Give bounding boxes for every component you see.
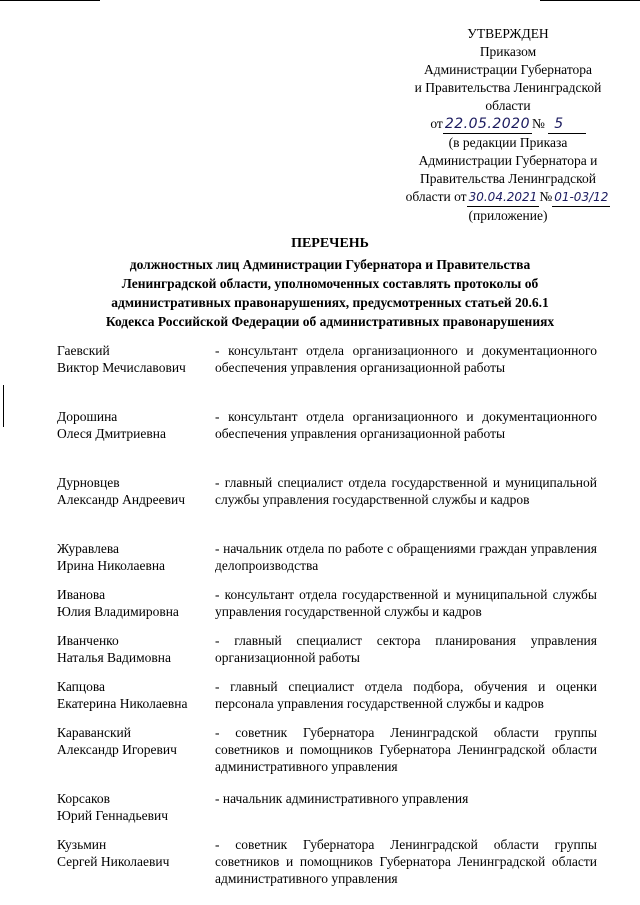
person-name: [57, 632, 215, 678]
approval-line: УТВЕРЖДЕН: [467, 26, 549, 41]
surname: Гаевский: [57, 343, 110, 358]
surname: Журавлева: [57, 541, 120, 556]
order-date: 22.05.2020: [444, 116, 530, 132]
edit-line: (приложение): [468, 208, 548, 223]
given-names: Ирина Николаевна: [57, 558, 166, 573]
person-position: - советник Губернатора Ленинградской области группы советников и помощников Губернатора Ленинградской области административного управления: [215, 725, 597, 774]
person-position: - главный специалист отдела государственной и муниципальной службы управления государственной службы и кадров: [215, 475, 597, 507]
list-item: [57, 342, 597, 408]
person-position: - консультант отдела организационного и документационного обеспечения управления организационной работы: [215, 343, 597, 375]
list-item: [57, 474, 597, 540]
given-names: Александр Андреевич: [57, 492, 186, 507]
title-heading: ПЕРЕЧЕНЬ: [291, 236, 369, 251]
list-item: [57, 632, 597, 678]
given-names: Александр Игоревич: [57, 742, 177, 757]
list-item: [57, 678, 597, 724]
edit-number-prefix: №: [539, 189, 553, 204]
person-name: [57, 474, 215, 540]
list-item: [57, 408, 597, 474]
given-names: Сергей Николаевич: [57, 854, 170, 869]
scan-edge-line: [540, 0, 640, 1]
surname: Капцова: [57, 679, 106, 694]
approval-line: области: [485, 98, 531, 113]
edit-number: 01-03/12: [552, 188, 610, 207]
person-name: [57, 724, 215, 790]
list-item: [57, 724, 597, 790]
title-line: административных правонарушениях, предусмотренных статьей 20.6.1: [111, 295, 549, 310]
person-position: - главный специалист сектора планирования управления организационной работы: [215, 633, 597, 665]
list-item: [57, 790, 597, 836]
given-names: Юлия Владимировна: [57, 604, 179, 619]
scan-margin-mark: [3, 385, 4, 427]
approval-block: [388, 25, 628, 225]
person-position: - начальник административного управления: [215, 791, 469, 806]
number-prefix: №: [531, 116, 545, 131]
person-name: [57, 586, 215, 632]
surname: Дорошина: [57, 409, 118, 424]
document-title: [40, 234, 620, 331]
title-line: Кодекса Российской Федерации об административных правонарушениях: [105, 314, 555, 329]
approval-line: и Правительства Ленинградской: [414, 80, 602, 95]
person-name: [57, 408, 215, 474]
surname: Корсаков: [57, 791, 110, 806]
given-names: Юрий Геннадьевич: [57, 808, 169, 823]
list-item: [57, 586, 597, 632]
given-names: Олеся Дмитриевна: [57, 426, 166, 441]
title-line: должностных лиц Администрации Губернатора и Правительства: [129, 257, 531, 272]
person-name: [57, 342, 215, 408]
edit-line: Администрации Губернатора и: [418, 153, 598, 168]
edit-line: Правительства Ленинградской: [419, 171, 597, 186]
person-position: - главный специалист отдела подбора, обучения и оценки персонала управления государственной службы и кадров: [215, 679, 597, 711]
edit-date: 30.04.2021: [467, 188, 540, 207]
person-name: [57, 678, 215, 724]
from-prefix: от: [430, 116, 443, 131]
list-item: [57, 540, 597, 586]
surname: Иванова: [57, 587, 106, 602]
surname: Кузьмин: [57, 837, 107, 852]
person-name: [57, 540, 215, 586]
surname: Караванский: [57, 725, 131, 740]
person-position: - консультант отдела государственной и муниципальной службы управления государственной службы и кадров: [215, 587, 597, 619]
scan-edge-line: [0, 0, 100, 1]
title-line: Ленинградской области, уполномоченных составлять протоколы об: [121, 276, 539, 291]
given-names: Виктор Мечиславович: [57, 360, 186, 375]
edit-date-line: [388, 188, 628, 207]
given-names: Екатерина Николаевна: [57, 696, 188, 711]
list-item: [57, 836, 597, 896]
person-position: - начальник отдела по работе с обращениями граждан управления делопроизводства: [215, 541, 597, 573]
surname: Дурновцев: [57, 475, 120, 490]
approval-line: Приказом: [479, 44, 537, 59]
person-name: [57, 836, 215, 896]
person-name: [57, 790, 215, 836]
surname: Иванченко: [57, 633, 119, 648]
officials-list: [57, 342, 597, 896]
edit-prefix: области от: [405, 189, 467, 204]
approval-line: Администрации Губернатора: [423, 62, 593, 77]
person-position: - консультант отдела организационного и документационного обеспечения управления организационной работы: [215, 409, 597, 441]
given-names: Наталья Вадимовна: [57, 650, 172, 665]
person-position: - советник Губернатора Ленинградской области группы советников и помощников Губернатора Ленинградской области административного управления: [215, 837, 597, 886]
order-date-line: [388, 115, 628, 134]
order-number: 5: [548, 115, 585, 134]
edit-line: (в редакции Приказа: [448, 135, 568, 150]
